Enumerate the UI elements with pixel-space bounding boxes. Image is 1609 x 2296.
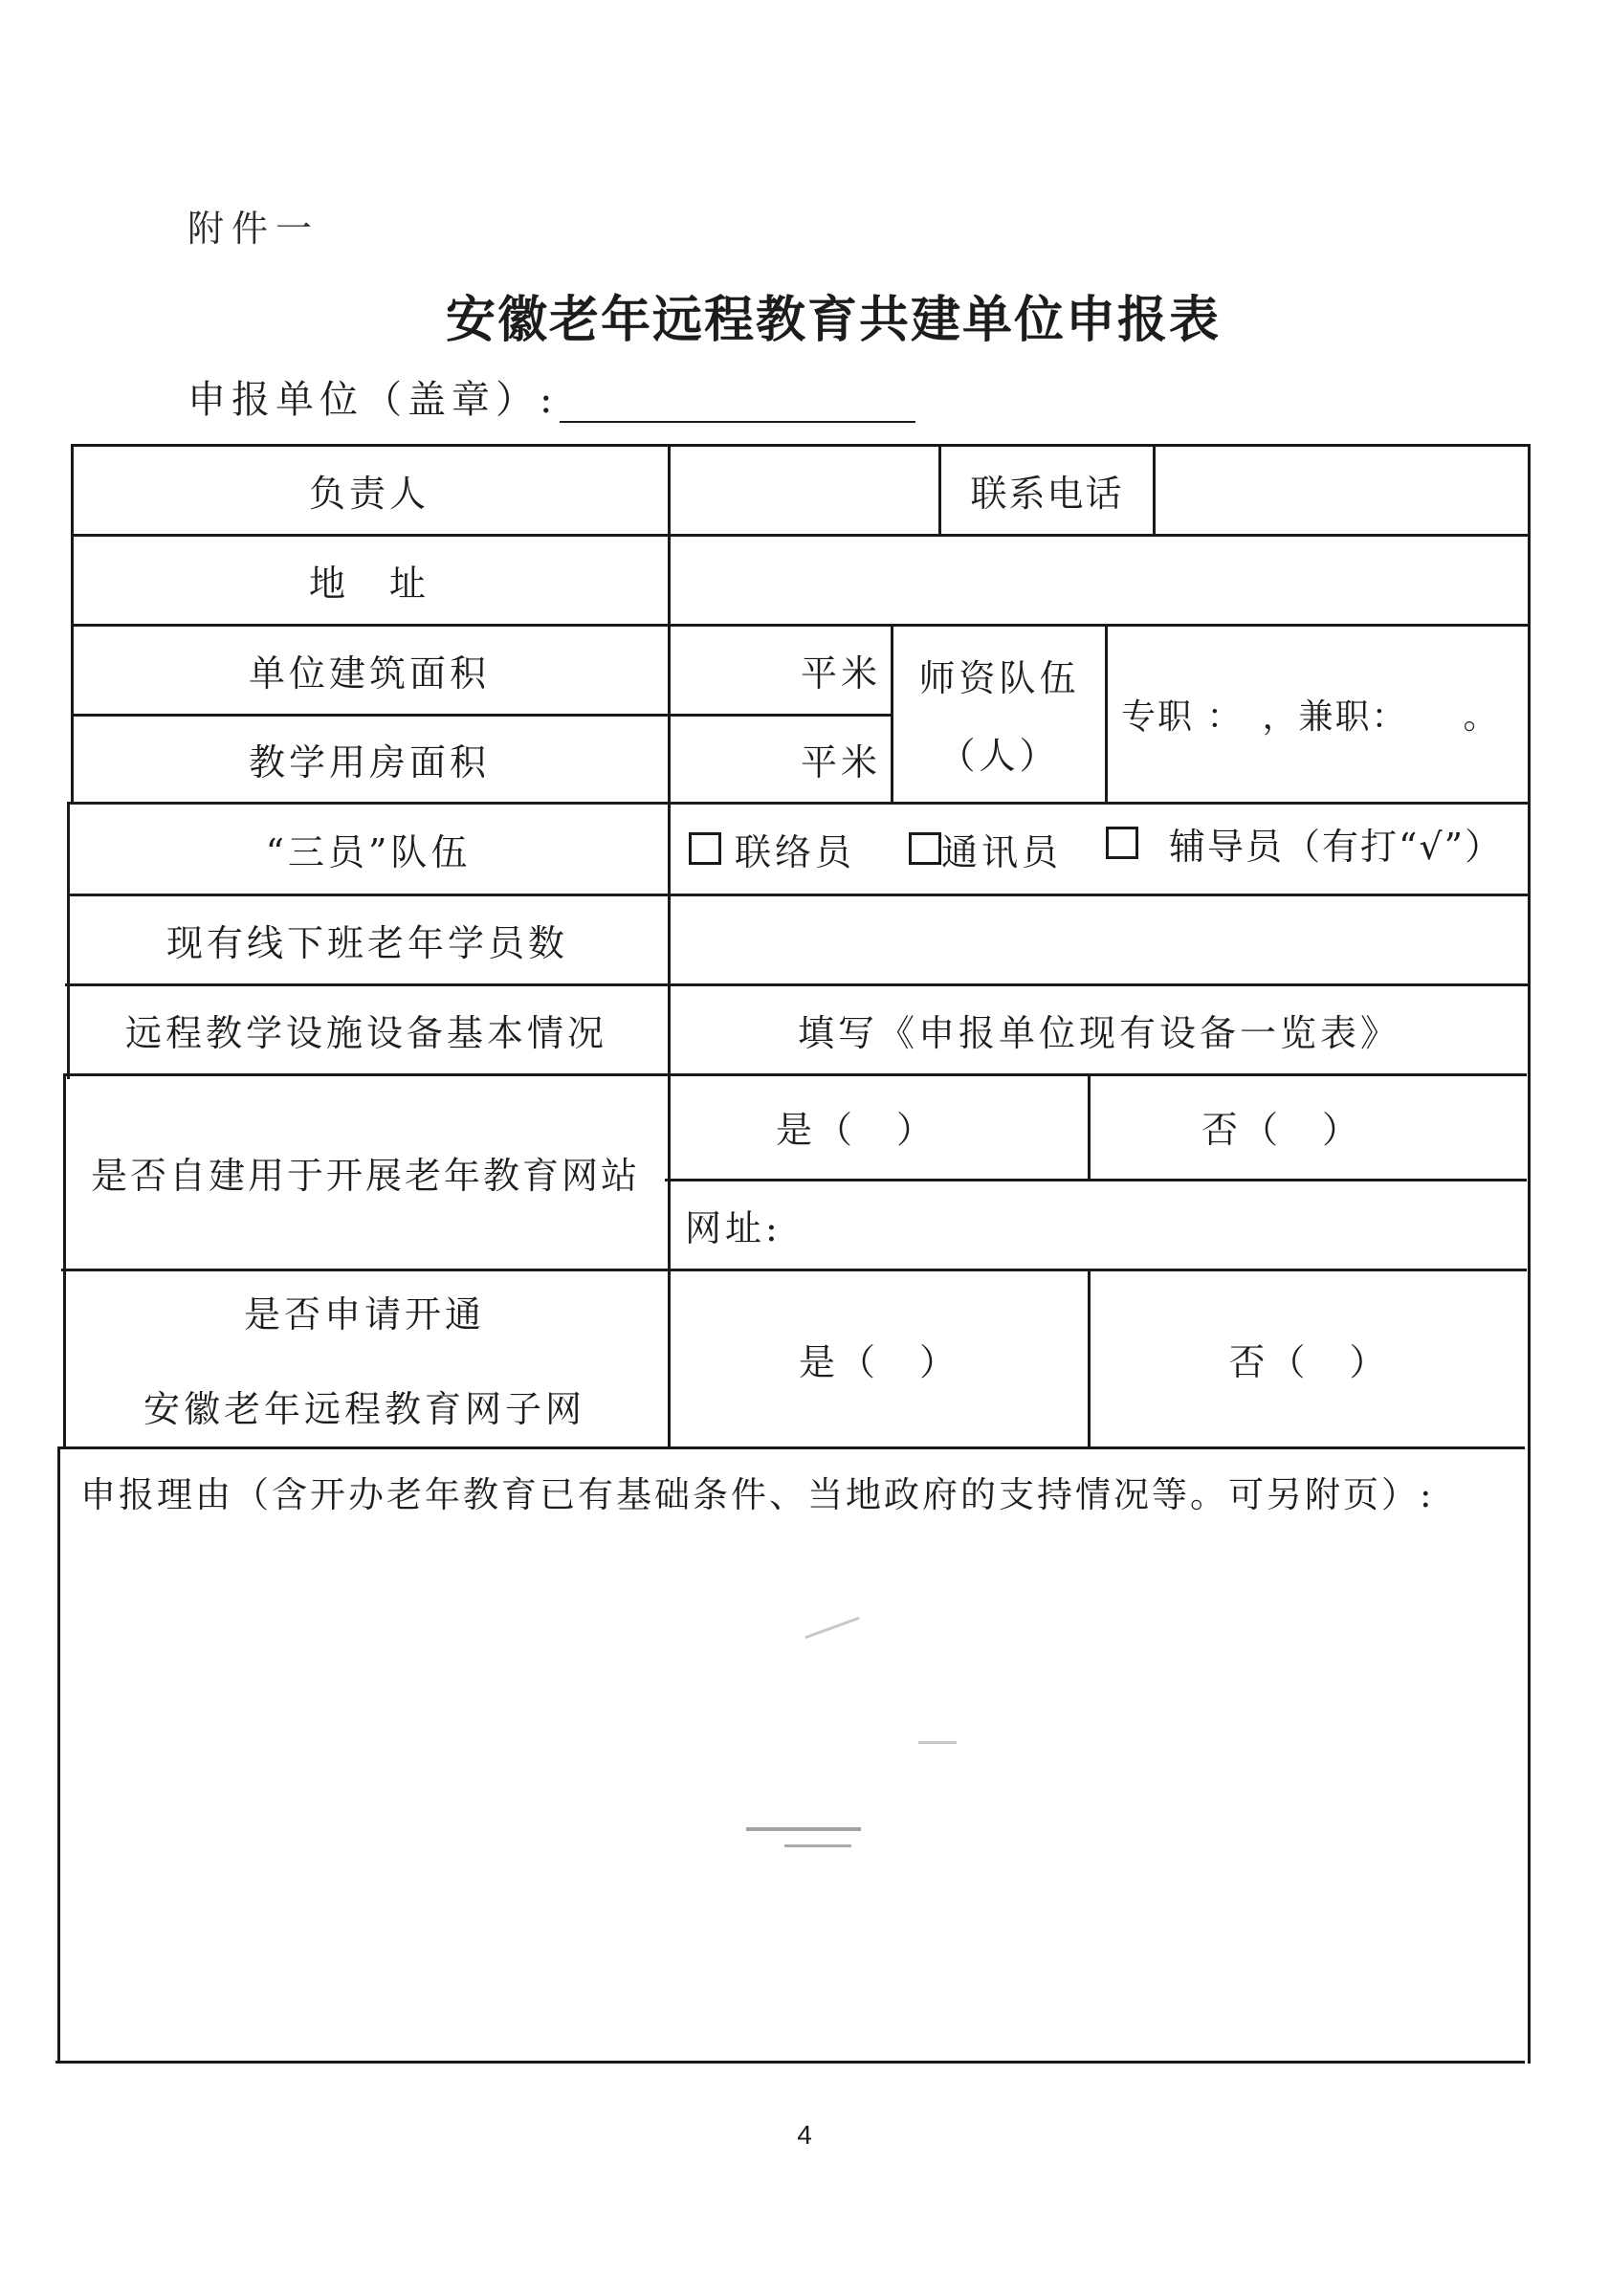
tutor-checkbox[interactable] <box>1106 827 1138 859</box>
offline-students-field[interactable] <box>671 895 1528 983</box>
own-website-yes[interactable]: 是（ ） <box>776 1109 937 1151</box>
page-number: 4 <box>797 2120 812 2150</box>
form-title: 安徽老年远程教育共建单位申报表 <box>445 291 1221 349</box>
apply-subnet-no[interactable]: 否（ ） <box>1228 1340 1390 1383</box>
contact-phone-label: 联系电话 <box>970 472 1124 515</box>
apply-subnet-line2: 安徽老年远程教育网子网 <box>143 1388 585 1430</box>
scan-mark <box>784 1844 851 1847</box>
correspondent-checkbox[interactable] <box>909 832 941 865</box>
own-website-no[interactable]: 否（ ） <box>1201 1109 1363 1151</box>
equipment-list-note: 填写《申报单位现有设备一览表》 <box>797 1011 1400 1054</box>
teaching-area-label: 教学用房面积 <box>248 740 490 784</box>
applicant-unit-label: 申报单位（盖章）: <box>187 378 559 422</box>
liaison-checkbox[interactable] <box>689 832 721 865</box>
apply-subnet-label <box>61 1270 668 1446</box>
address-field[interactable] <box>671 536 1528 624</box>
address-label: 地 址 <box>308 562 430 605</box>
scan-mark <box>918 1741 957 1744</box>
faculty-label <box>893 626 1105 802</box>
own-website-label: 是否自建用于开展老年教育网站 <box>90 1154 640 1197</box>
building-area-label: 单位建筑面积 <box>248 651 490 695</box>
apply-subnet-line1: 是否申请开通 <box>243 1293 485 1336</box>
tutor-label: 辅导员（有打“√”） <box>1169 825 1504 868</box>
correspondent-label: 通讯员 <box>941 830 1063 873</box>
annex-label: 附件一 <box>187 208 320 250</box>
contact-phone-field[interactable] <box>1156 446 1528 534</box>
apply-subnet-yes[interactable]: 是（ ） <box>798 1340 959 1383</box>
scan-mark <box>746 1827 861 1831</box>
tutor-option[interactable] <box>1106 798 1529 888</box>
correspondent-option[interactable] <box>909 804 1119 894</box>
three-staff-label: “三员”队伍 <box>265 830 472 873</box>
building-area-unit: 平米 <box>800 651 881 695</box>
teaching-area-unit: 平米 <box>800 740 881 784</box>
reason-field[interactable] <box>60 1534 1528 2061</box>
faculty-value[interactable]: 专职 ： ，兼职： 。 <box>1121 696 1500 737</box>
reason-label: 申报理由（含开办老年教育已有基础条件、当地政府的支持情况等。可另附页）: <box>80 1474 1435 1515</box>
faculty-label-line2: （人） <box>938 735 1060 777</box>
offline-students-label: 现有线下班老年学员数 <box>165 921 568 964</box>
liaison-label: 联络员 <box>735 830 856 873</box>
faculty-label-line1: 师资队伍 <box>918 657 1080 699</box>
remote-facilities-label: 远程教学设施设备基本情况 <box>124 1011 607 1054</box>
liaison-option[interactable] <box>689 804 918 894</box>
website-url-label[interactable]: 网址: <box>685 1206 782 1249</box>
responsible-person-field[interactable] <box>671 446 938 534</box>
responsible-person-label: 负责人 <box>308 472 430 515</box>
